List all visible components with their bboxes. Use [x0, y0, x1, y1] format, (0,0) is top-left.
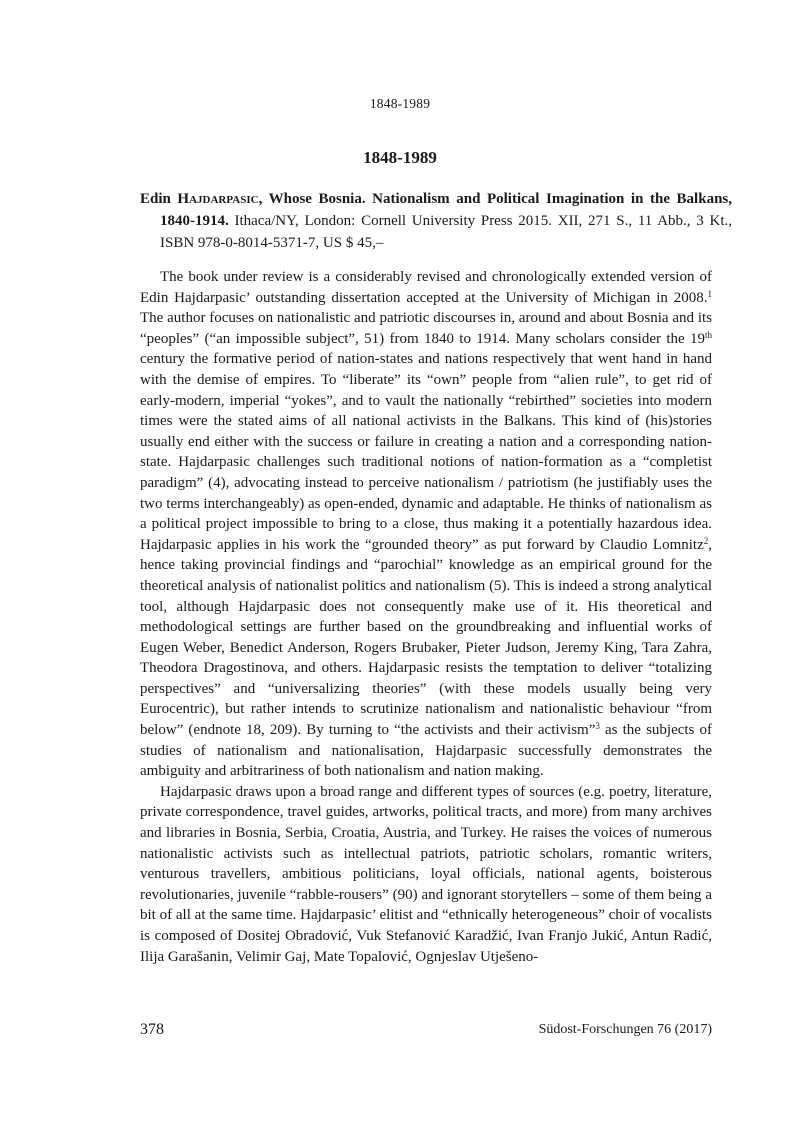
superscript-th: th	[704, 329, 712, 340]
review-author-last: Hajdarpasic	[177, 191, 259, 207]
review-body	[140, 267, 712, 967]
paragraph-1-part-d: , hence taking provincial findings and “parochial” knowledge as an empirical ground for the theoretical analysis of nationalist politics and nationalism (5). This is indeed a strong analytical tool, although Hajdarpasic does not consequently make use of it. His theoretical and methodological settings are further based on the groundbreaking and influential works of Eugen Weber, Benedict Anderson, Rogers Brubaker, Pieter Judson, Jeremy King, Tara Zahra, Theodora Dragostinova, and others. Hajdarpasic resists the temptation to deliver “totalizing perspectives” and “universalizing theories” (with these models usually being very Eurocentric), but rather intends to scrutinize nationalism and nationalistic behaviour “from below” (endnote 18, 209). By turning to “the activists and their activism”	[140, 536, 712, 739]
footnote-marker-1: 1	[707, 288, 712, 299]
review-book-title: , Whose Bosnia. Nationalism and Political Imagination in the Balkans, 1840-1914.	[160, 191, 733, 229]
review-publication-info: Ithaca/NY, London: Cornell University Press 2015. XII, 271 S., 11 Abb., 3 Kt., ISBN 978-0-8014-5371-7, US $ 45,–	[160, 213, 732, 251]
running-head: 1848-1989	[369, 96, 431, 111]
review-citation	[140, 188, 732, 254]
page-number: 378	[140, 1021, 164, 1038]
section-title: 1848-1989	[363, 148, 437, 167]
paragraph-1-part-e: as the subjects of studies of nationalism and nationalisation, Hajdarpasic successfully demonstrates the ambiguity and arbitrariness of both nationalism and nation making.	[140, 722, 713, 780]
journal-reference: Südost-Forschungen 76 (2017)	[538, 1022, 712, 1037]
footnote-marker-3: 3	[595, 721, 600, 732]
paragraph-1-part-c: century the formative period of nation-states and nations respectively that went hand in hand with the demise of empires. To “liberate” its “own” people from “alien rule”, to get rid of early-modern, imperial “yokes”, and to vault the nationally “rebirthed” societies into modern times were the stated aims of all national activists in the Balkans. This kind of (his)stories usually end either with the success or failure in creating a nation and a corresponding nation-state. Hajdarpasic challenges such traditional notions of nation-formation as a “completist paradigm” (4), advocating instead to perceive nationalism / patriotism (he justifiably uses the two terms interchangeably) as open-ended, dynamic and adaptable. He thinks of nationalism as a political project impossible to bring to a close, thus making it a potentially hazardous idea. Hajdarpasic applies in his work the “grounded theory” as put forward by Claudio Lomnitz	[140, 351, 712, 553]
paragraph-1-part-b: The author focuses on nationalistic and patriotic discourses in, around and about Bosnia and its “peoples” (“an impossible subject”, 51) from 1840 to 1914. Many scholars consider the 19	[140, 310, 712, 347]
paragraph-1	[140, 267, 712, 782]
paragraph-1-part-a: The book under review is a considerably revised and chronologically extended version of Edin Hajdarpasic’ outstanding dissertation accepted at the University of Michigan in 2008.	[140, 269, 712, 306]
review-author-first: Edin	[140, 191, 178, 207]
paragraph-2: Hajdarpasic draws upon a broad range and different types of sources (e.g. poetry, literature, private correspondence, travel guides, artworks, political tracts, and more) from many archives and libraries in Bosnia, Serbia, Croatia, Austria, and Turkey. He raises the voices of numerous nationalistic activists such as intellectual patriots, patriotic scholars, romantic writers, venturous travellers, ambitious politicians, loyal officials, national agents, boisterous revolutionaries, juvenile “rabble-rousers” (90) and ignorant storytellers – some of them being a bit of all at the same time. Hajdarpasic’ elitist and “ethnically heterogeneous” choir of vocalists is composed of Dositej Obradović, Vuk Stefanović Karadžić, Ivan Franjo Jukić, Antun Radić, Ilija Garašanin, Velimir Gaj, Mate Topalović, Ognjeslav Utješeno-	[140, 783, 712, 965]
footnote-marker-2: 2	[703, 535, 709, 546]
